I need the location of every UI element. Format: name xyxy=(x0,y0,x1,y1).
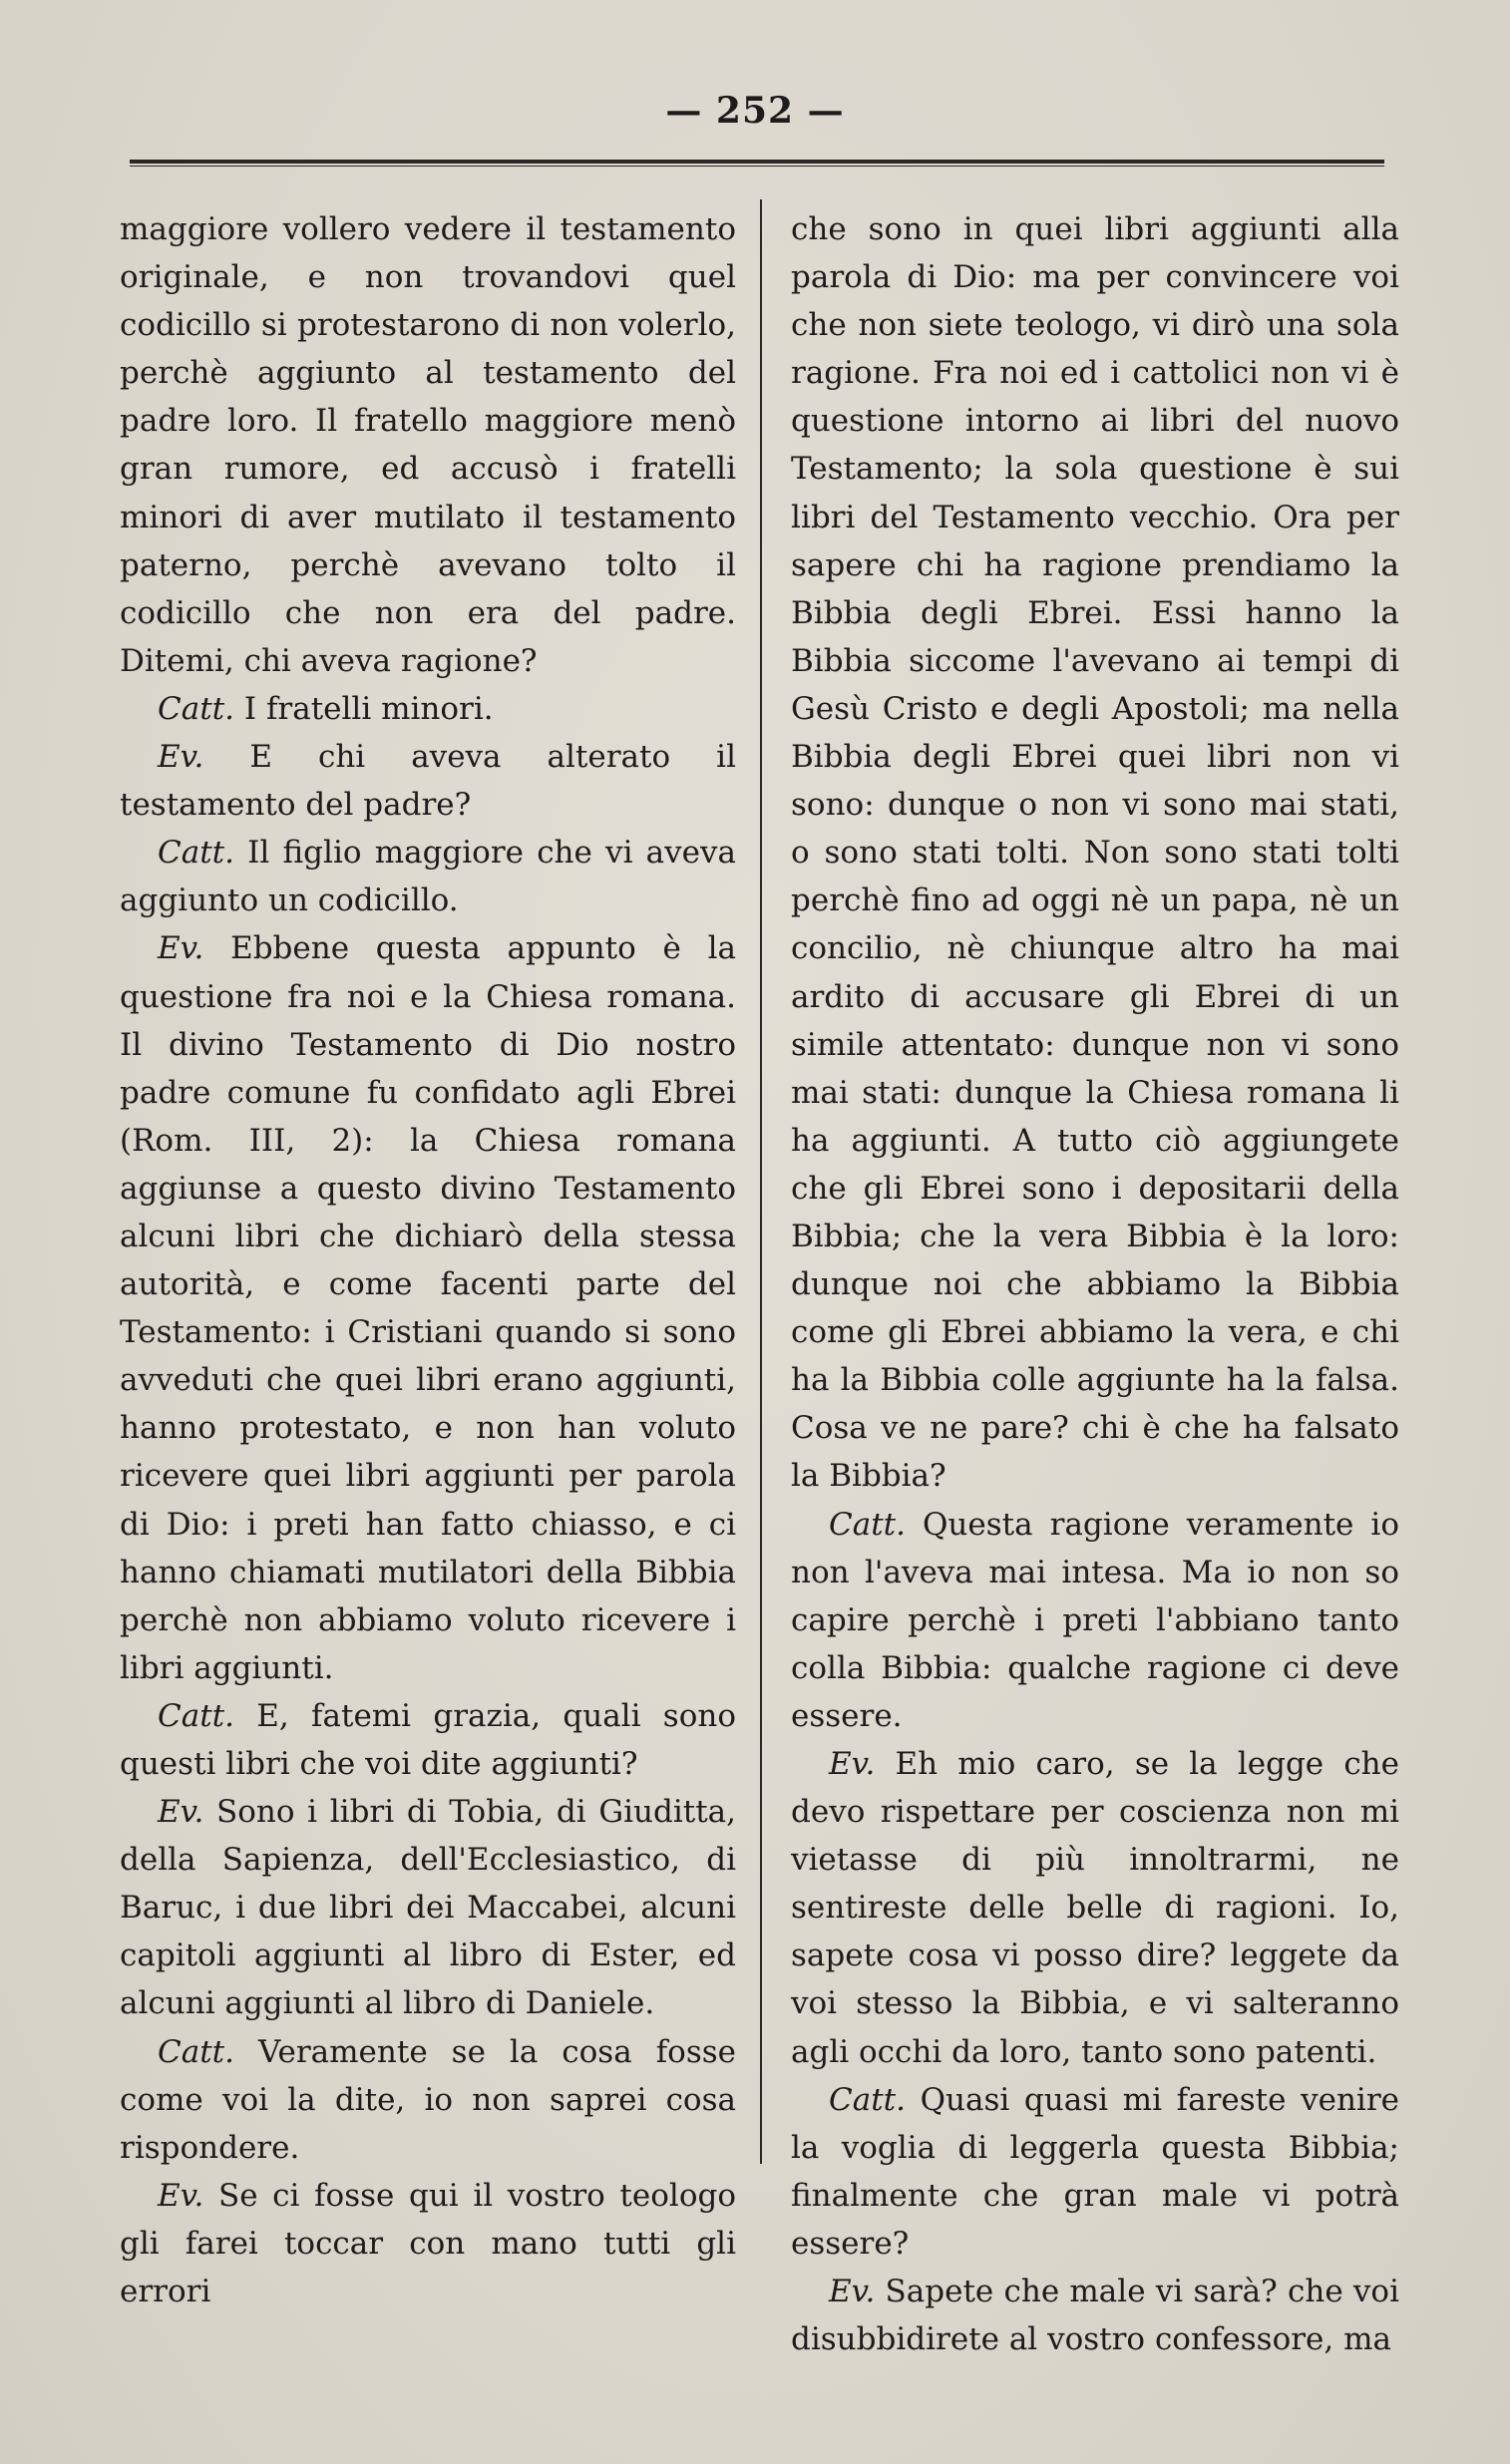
speaker-label: Catt. xyxy=(829,1506,906,1543)
paragraph xyxy=(791,2268,1399,2363)
paragraph xyxy=(120,1788,736,2027)
paragraph-text: Sono i libri di Tobia, di Giuditta, della Sapienza, dell'Ecclesiastico, di Baruc, i due libri dei Maccabei, alcuni capitoli aggiunti al libro di Ester, ed alcuni aggiunti al libro di Daniele. xyxy=(120,1794,736,2022)
speaker-label: Catt. xyxy=(158,835,234,872)
paragraph xyxy=(791,1740,1399,2076)
paragraph-text: Eh mio caro, se la legge che devo rispettare per coscienza non mi vietasse di più innoltrarmi, ne sentireste delle belle di ragioni. Io, sapete cosa vi posso dire? leggete da voi stesso la Bibbia, e vi salteranno agli occhi da loro, tanto sono patenti. xyxy=(791,1746,1399,2070)
speaker-label: Catt. xyxy=(158,2033,234,2070)
paragraph-text: che sono in quei libri aggiunti alla parola di Dio: ma per convincere voi che non siete teologo, vi dirò una sola ragione. Fra noi ed i cattolici non vi è questione intorno ai libri del nuovo Testamento; la sola questione è sui libri del Testamento vecchio. Ora per sapere chi ha ragione prendiamo la Bibbia degli Ebrei. Essi hanno la Bibbia siccome l'avevano ai tempi di Gesù Cristo e degli Apostoli; ma nella Bibbia degli Ebrei quei libri non vi sono: dunque o non vi sono mai stati, o sono stati tolti. Non sono stati tolti perchè fino ad oggi nè un papa, nè un concilio, nè chiunque altro ha mai ardito di accusare gli Ebrei di un simile attentato: dunque non vi sono mai stati: dunque la Chiesa romana li ha aggiunti. A tutto ciò aggiungete che gli Ebrei sono i depositarii della Bibbia; che la vera Bibbia è la loro: dunque noi che abbiamo la Bibbia come gli Ebrei abbiamo la vera, e chi ha la Bibbia colle aggiunte ha la falsa. Cosa ve ne pare? chi è che ha falsato la Bibbia? xyxy=(791,211,1399,1495)
paragraph xyxy=(120,733,736,829)
paragraph xyxy=(120,685,736,733)
paragraph xyxy=(791,205,1399,1501)
paragraph xyxy=(120,1692,736,1788)
speaker-label: Ev. xyxy=(158,1794,204,1831)
paragraph xyxy=(791,1501,1399,1740)
paragraph-text: E, fatemi grazia, quali sono questi libri che voi dite aggiunti? xyxy=(120,1697,736,1782)
right-column xyxy=(791,205,1399,2363)
left-column xyxy=(120,205,736,2315)
paragraph-text: Questa ragione veramente io non l'aveva mai intesa. Ma io non so capire perchè i preti l'abbiano tanto colla Bibbia: qualche ragione ci deve essere. xyxy=(791,1506,1399,1734)
paragraph-text: Veramente se la cosa fosse come voi la dite, io non saprei cosa rispondere. xyxy=(120,2033,736,2166)
speaker-label: Ev. xyxy=(829,1746,876,1782)
speaker-label: Ev. xyxy=(158,2177,204,2214)
paragraph xyxy=(120,924,736,1692)
paragraph-text: E chi aveva alterato il testamento del padre? xyxy=(120,739,736,824)
paragraph-text: Quasi quasi mi fareste venire la voglia di leggerla questa Bibbia; finalmente che gran male vi potrà essere? xyxy=(791,2081,1399,2262)
speaker-label: Ev. xyxy=(158,930,204,967)
speaker-label: Ev. xyxy=(829,2274,876,2310)
paragraph-text: Ebbene questa appunto è la questione fra noi e la Chiesa romana. Il divino Testamento di Dio nostro padre comune fu confidato agli Ebrei (Rom. III, 2): la Chiesa romana aggiunse a questo divino Testamento alcuni libri che dichiarò della stessa autorità, e come facenti parte del Testamento: i Cristiani quando si sono avveduti che quei libri erano aggiunti, hanno protestato, e non han voluto ricevere quei libri aggiunti per parola di Dio: i preti han fatto chiasso, e ci hanno chiamati mutilatori della Bibbia perchè non abbiamo voluto ricevere i libri aggiunti. xyxy=(120,930,736,1686)
speaker-label: Catt. xyxy=(829,2081,906,2118)
paragraph xyxy=(120,829,736,924)
paragraph xyxy=(120,205,736,685)
paragraph-text: I fratelli minori. xyxy=(233,690,494,727)
paragraph-text: Il figlio maggiore che vi aveva aggiunto un codicillo. xyxy=(120,835,736,919)
column-divider xyxy=(760,199,762,2164)
paragraph-text: Se ci fosse qui il vostro teologo gli farei toccar con mano tutti gli errori xyxy=(120,2177,736,2310)
paragraph xyxy=(791,2076,1399,2268)
paragraph-text: maggiore vollero vedere il testamento originale, e non trovandovi quel codicillo si protestarono di non volerlo, perchè aggiunto al testamento del padre loro. Il fratello maggiore menò gran rumore, ed accusò i fratelli minori di aver mutilato il testamento paterno, perchè avevano tolto il codicillo che non era del padre. Ditemi, chi aveva ragione? xyxy=(120,211,736,679)
paragraph xyxy=(120,2028,736,2172)
paragraph xyxy=(120,2172,736,2315)
speaker-label: Catt. xyxy=(158,1697,234,1734)
paragraph-text: Sapete che male vi sarà? che voi disubbidirete al vostro confessore, ma xyxy=(791,2274,1399,2358)
page-number: — 252 — xyxy=(665,90,845,132)
header-rule xyxy=(130,160,1384,167)
speaker-label: Catt. xyxy=(158,690,234,727)
speaker-label: Ev. xyxy=(158,739,204,776)
